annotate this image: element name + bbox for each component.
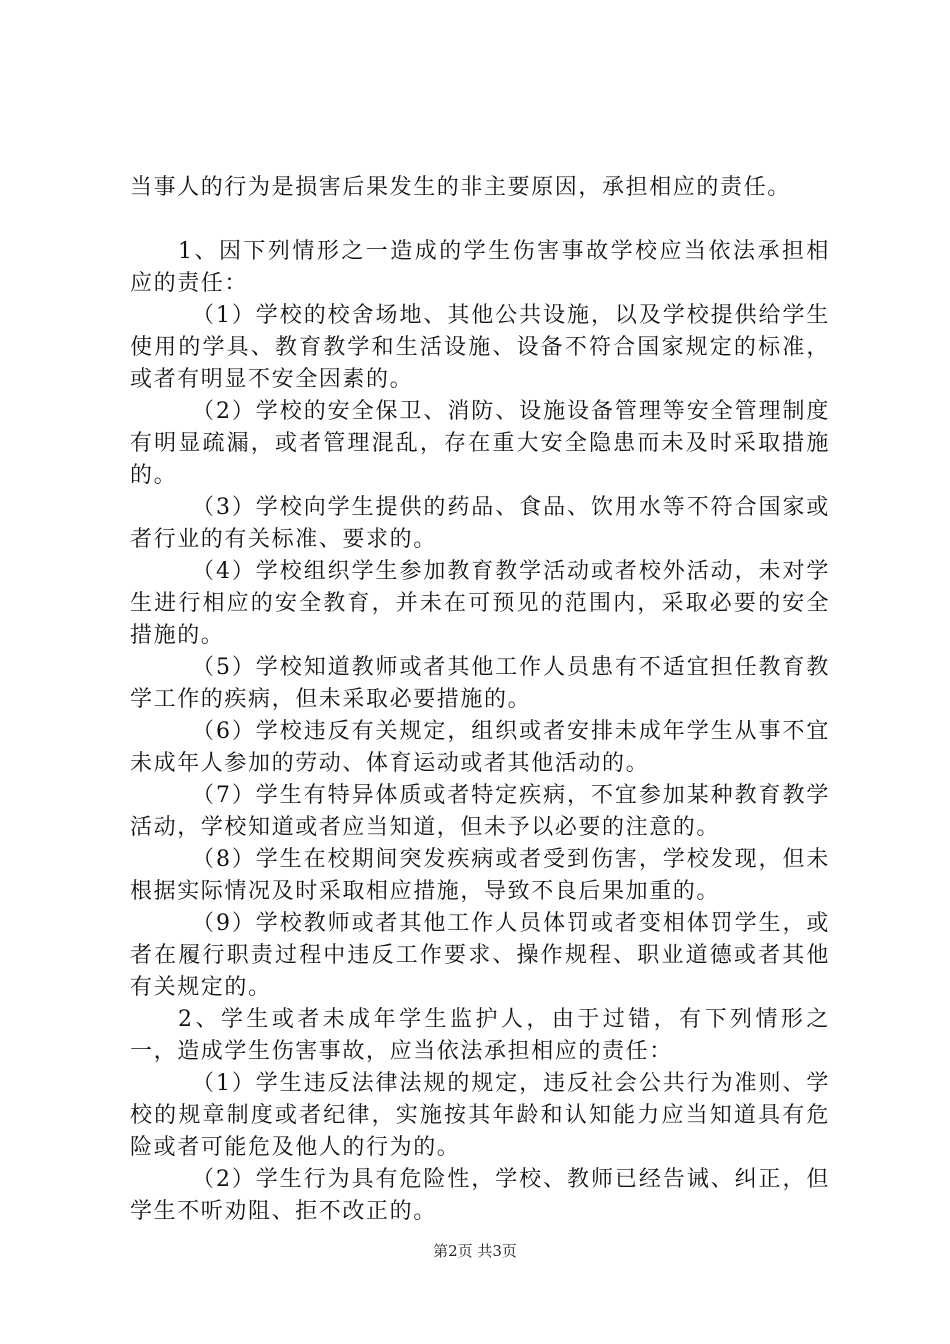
page-number-footer: 第2页 共3页 [433,1242,517,1260]
paragraph-item-2-2: （2）学生行为具有危险性，学校、教师已经告诫、纠正，但学生不听劝阻、拒不改正的。 [130,1167,830,1224]
paragraph-item-1-1: （1）学校的校舍场地、其他公共设施，以及学校提供给学生使用的学具、教育教学和生活设施、设备不符合国家规定的标准，或者有明显不安全因素的。 [130,303,830,392]
paragraph-item-2-heading: 2、学生或者未成年学生监护人，由于过错，有下列情形之一，造成学生伤害事故，应当依法承担相应的责任： [130,1007,830,1064]
paragraph-item-2-1: （1）学生违反法律法规的规定，违反社会公共行为准则、学校的规章制度或者纪律，实施按其年龄和认知能力应当知道具有危险或者可能危及他人的行为的。 [130,1071,830,1160]
paragraph-item-1-8: （8）学生在校期间突发疾病或者受到伤害，学校发现，但未根据实际情况及时采取相应措施，导致不良后果加重的。 [130,847,830,904]
paragraph-item-1-3: （3）学校向学生提供的药品、食品、饮用水等不符合国家或者行业的有关标准、要求的。 [130,495,830,552]
paragraph-item-1-7: （7）学生有特异体质或者特定疾病，不宜参加某种教育教学活动，学校知道或者应当知道，但未予以必要的注意的。 [130,783,830,840]
paragraph-continuation: 当事人的行为是损害后果发生的非主要原因，承担相应的责任。 [130,175,791,200]
paragraph-item-1-2: （2）学校的安全保卫、消防、设施设备管理等安全管理制度有明显疏漏，或者管理混乱，存在重大安全隐患而未及时采取措施的。 [130,399,830,488]
paragraph-item-1-5: （5）学校知道教师或者其他工作人员患有不适宜担任教育教学工作的疾病，但未采取必要措施的。 [130,655,830,712]
paragraph-item-1-6: （6）学校违反有关规定，组织或者安排未成年学生从事不宜未成年人参加的劳动、体育运动或者其他活动的。 [130,719,830,776]
document-body [130,172,830,1228]
paragraph-item-1-heading: 1、因下列情形之一造成的学生伤害事故学校应当依法承担相应的责任： [130,239,830,296]
paragraph-item-1-4: （4）学校组织学生参加教育教学活动或者校外活动，未对学生进行相应的安全教育，并未在可预见的范围内，采取必要的安全措施的。 [130,559,830,648]
paragraph-item-1-9: （9）学校教师或者其他工作人员体罚或者变相体罚学生，或者在履行职责过程中违反工作要求、操作规程、职业道德或者其他有关规定的。 [130,911,830,1000]
